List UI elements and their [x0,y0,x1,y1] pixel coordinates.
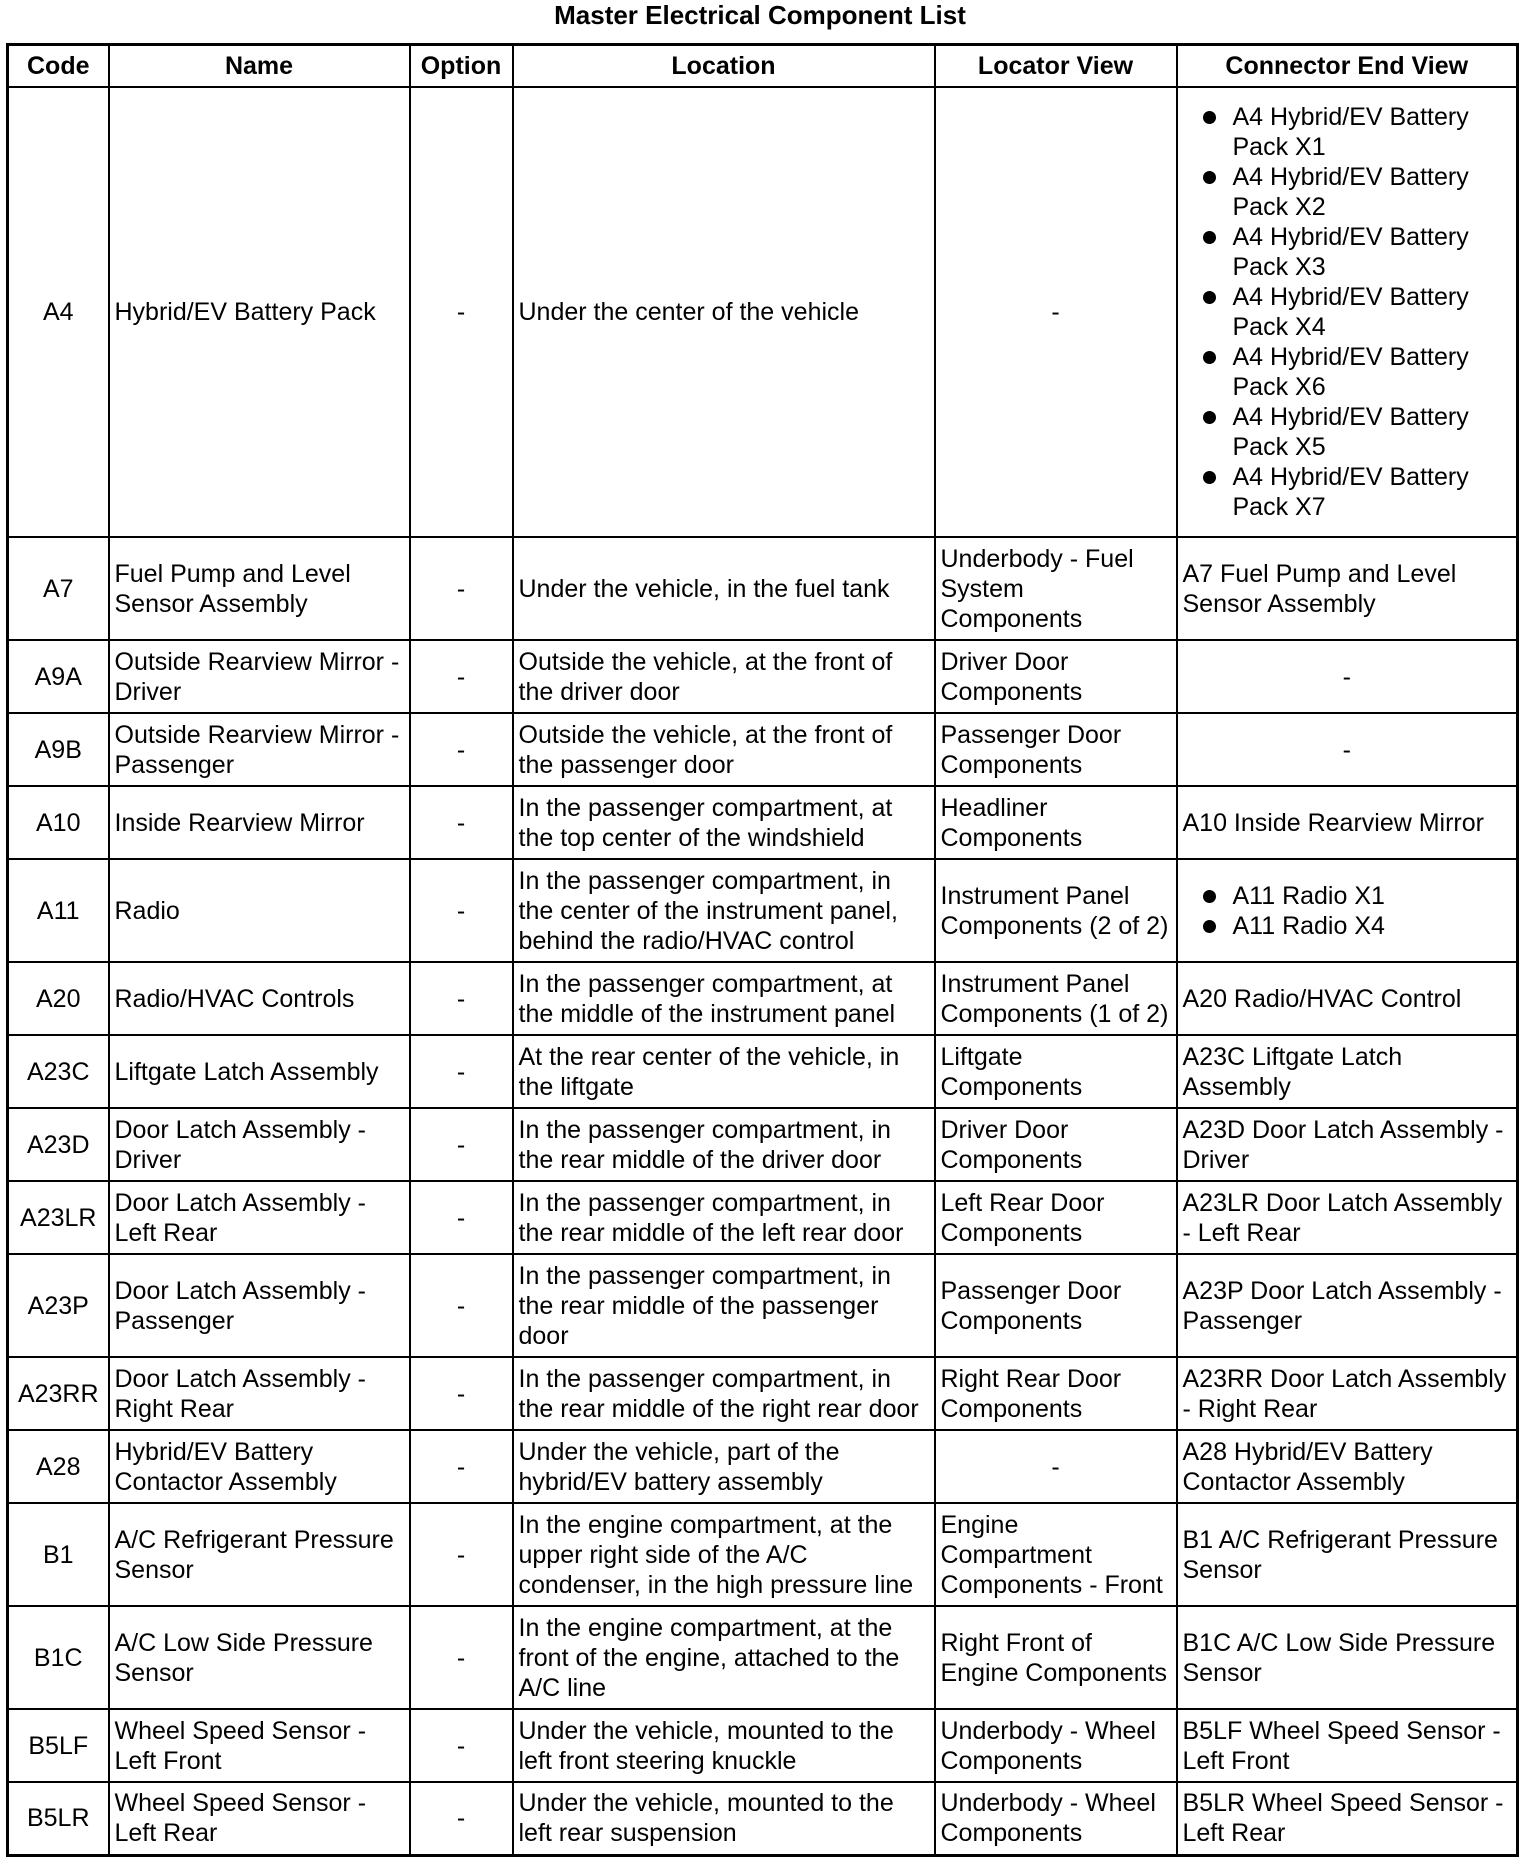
cell-location: Under the vehicle, mounted to the left rear suspension [513,1782,935,1855]
cell-location: Under the vehicle, mounted to the left front steering knuckle [513,1709,935,1782]
cell-connector-end-view: A23LR Door Latch Assembly - Left Rear [1177,1181,1518,1254]
cell-name: Outside Rearview Mirror - Driver [109,640,410,713]
cell-connector-end-view: B5LR Wheel Speed Sensor - Left Rear [1177,1782,1518,1855]
bullet-icon [1203,171,1216,184]
table-row [8,1035,1518,1108]
table-row [8,1430,1518,1503]
bullet-icon [1203,231,1216,244]
table-row [8,1108,1518,1181]
connector-item: A4 Hybrid/EV Battery Pack X7 [1183,462,1512,522]
cell-locator-view: Liftgate Components [935,1035,1177,1108]
cell-name: Door Latch Assembly - Left Rear [109,1181,410,1254]
cell-code: A28 [8,1430,109,1503]
cell-connector-end-view: A28 Hybrid/EV Battery Contactor Assembly [1177,1430,1518,1503]
cell-locator-view: Instrument Panel Components (1 of 2) [935,962,1177,1035]
cell-locator-view: Driver Door Components [935,1108,1177,1181]
cell-code: A7 [8,537,109,640]
cell-locator-view: Headliner Components [935,786,1177,859]
cell-locator-view: Driver Door Components [935,640,1177,713]
cell-locator-view: Right Rear Door Components [935,1357,1177,1430]
cell-connector-end-view: - [1177,713,1518,786]
bullet-icon [1203,920,1216,933]
cell-connector-end-view: - [1177,640,1518,713]
cell-location: In the passenger compartment, in the rear middle of the driver door [513,1108,935,1181]
cell-option: - [410,786,513,859]
cell-location: Under the vehicle, part of the hybrid/EV battery assembly [513,1430,935,1503]
cell-option: - [410,1035,513,1108]
connector-list [1183,881,1512,941]
cell-option: - [410,537,513,640]
cell-locator-view: Underbody - Wheel Components [935,1709,1177,1782]
cell-location: In the passenger compartment, in the rear middle of the passenger door [513,1254,935,1357]
header-option: Option [410,45,513,88]
cell-connector-end-view: B5LF Wheel Speed Sensor - Left Front [1177,1709,1518,1782]
cell-connector-end-view: A23RR Door Latch Assembly - Right Rear [1177,1357,1518,1430]
cell-locator-view: Passenger Door Components [935,1254,1177,1357]
cell-location: In the engine compartment, at the upper right side of the A/C condenser, in the high pressure line [513,1503,935,1606]
cell-location: In the passenger compartment, in the rear middle of the right rear door [513,1357,935,1430]
cell-locator-view: Engine Compartment Components - Front [935,1503,1177,1606]
cell-locator-view: Instrument Panel Components (2 of 2) [935,859,1177,962]
cell-option: - [410,1357,513,1430]
cell-option: - [410,962,513,1035]
cell-name: Fuel Pump and Level Sensor Assembly [109,537,410,640]
cell-code: B1 [8,1503,109,1606]
cell-option: - [410,1181,513,1254]
cell-code: A9B [8,713,109,786]
connector-item: A4 Hybrid/EV Battery Pack X3 [1183,222,1512,282]
cell-code: B1C [8,1606,109,1709]
connector-item: A11 Radio X1 [1183,881,1512,911]
cell-code: B5LF [8,1709,109,1782]
cell-code: A23D [8,1108,109,1181]
cell-name: Radio [109,859,410,962]
cell-option: - [410,1108,513,1181]
cell-locator-view: - [935,87,1177,537]
table-row [8,1181,1518,1254]
table-row [8,1606,1518,1709]
table-row [8,1709,1518,1782]
table-row [8,537,1518,640]
cell-locator-view: Left Rear Door Components [935,1181,1177,1254]
header-name: Name [109,45,410,88]
cell-connector-end-view: A23P Door Latch Assembly - Passenger [1177,1254,1518,1357]
cell-connector-end-view: A23D Door Latch Assembly - Driver [1177,1108,1518,1181]
bullet-icon [1203,351,1216,364]
cell-option: - [410,640,513,713]
cell-name: Door Latch Assembly - Driver [109,1108,410,1181]
cell-name: Door Latch Assembly - Right Rear [109,1357,410,1430]
connector-item: A4 Hybrid/EV Battery Pack X1 [1183,102,1512,162]
cell-option: - [410,859,513,962]
cell-location: Under the center of the vehicle [513,87,935,537]
cell-location: Outside the vehicle, at the front of the passenger door [513,713,935,786]
cell-name: A/C Low Side Pressure Sensor [109,1606,410,1709]
cell-locator-view: Passenger Door Components [935,713,1177,786]
table-row [8,713,1518,786]
cell-connector-end-view: A23C Liftgate Latch Assembly [1177,1035,1518,1108]
table-row [8,1357,1518,1430]
cell-name: Liftgate Latch Assembly [109,1035,410,1108]
cell-code: B5LR [8,1782,109,1855]
cell-code: A20 [8,962,109,1035]
cell-location: In the engine compartment, at the front of the engine, attached to the A/C line [513,1606,935,1709]
cell-option: - [410,713,513,786]
connector-list [1183,102,1512,522]
cell-name: Outside Rearview Mirror - Passenger [109,713,410,786]
table-row [8,962,1518,1035]
cell-location: Under the vehicle, in the fuel tank [513,537,935,640]
cell-code: A23LR [8,1181,109,1254]
cell-option: - [410,1430,513,1503]
table-row [8,1254,1518,1357]
connector-item: A4 Hybrid/EV Battery Pack X5 [1183,402,1512,462]
cell-name: Inside Rearview Mirror [109,786,410,859]
cell-connector-end-view: B1 A/C Refrigerant Pressure Sensor [1177,1503,1518,1606]
cell-code: A9A [8,640,109,713]
cell-code: A11 [8,859,109,962]
cell-option: - [410,87,513,537]
cell-option: - [410,1709,513,1782]
cell-connector-end-view: A10 Inside Rearview Mirror [1177,786,1518,859]
cell-name: Hybrid/EV Battery Pack [109,87,410,537]
cell-locator-view: Underbody - Wheel Components [935,1782,1177,1855]
table-row [8,1503,1518,1606]
connector-item: A4 Hybrid/EV Battery Pack X2 [1183,162,1512,222]
cell-connector-end-view: B1C A/C Low Side Pressure Sensor [1177,1606,1518,1709]
header-locator-view: Locator View [935,45,1177,88]
connector-item: A4 Hybrid/EV Battery Pack X6 [1183,342,1512,402]
connector-item: A11 Radio X4 [1183,911,1512,941]
cell-code: A4 [8,87,109,537]
bullet-icon [1203,411,1216,424]
cell-name: Door Latch Assembly - Passenger [109,1254,410,1357]
header-location: Location [513,45,935,88]
cell-option: - [410,1606,513,1709]
cell-location: In the passenger compartment, at the top center of the windshield [513,786,935,859]
cell-name: Radio/HVAC Controls [109,962,410,1035]
cell-code: A23C [8,1035,109,1108]
cell-code: A23P [8,1254,109,1357]
header-code: Code [8,45,109,88]
cell-name: Hybrid/EV Battery Contactor Assembly [109,1430,410,1503]
cell-option: - [410,1782,513,1855]
bullet-icon [1203,890,1216,903]
table-row [8,640,1518,713]
cell-name: Wheel Speed Sensor - Left Rear [109,1782,410,1855]
cell-location: Outside the vehicle, at the front of the driver door [513,640,935,713]
header-connector-end-view: Connector End View [1177,45,1518,88]
cell-name: A/C Refrigerant Pressure Sensor [109,1503,410,1606]
table-row [8,786,1518,859]
cell-code: A23RR [8,1357,109,1430]
cell-option: - [410,1503,513,1606]
bullet-icon [1203,471,1216,484]
cell-name: Wheel Speed Sensor - Left Front [109,1709,410,1782]
cell-locator-view: Right Front of Engine Components [935,1606,1177,1709]
cell-locator-view: Underbody - Fuel System Components [935,537,1177,640]
table-row [8,1782,1518,1855]
cell-connector-end-view: A7 Fuel Pump and Level Sensor Assembly [1177,537,1518,640]
cell-locator-view: - [935,1430,1177,1503]
table-row [8,87,1518,537]
table-header-row [8,45,1518,88]
cell-connector-end-view [1177,859,1518,962]
cell-option: - [410,1254,513,1357]
cell-location: In the passenger compartment, in the center of the instrument panel, behind the radio/HVAC control [513,859,935,962]
page-title: Master Electrical Component List [554,0,966,30]
cell-location: In the passenger compartment, in the rear middle of the left rear door [513,1181,935,1254]
connector-item: A4 Hybrid/EV Battery Pack X4 [1183,282,1512,342]
cell-location: At the rear center of the vehicle, in the liftgate [513,1035,935,1108]
cell-connector-end-view: A20 Radio/HVAC Control [1177,962,1518,1035]
table-row [8,859,1518,962]
component-table [6,43,1519,1857]
bullet-icon [1203,111,1216,124]
cell-location: In the passenger compartment, at the middle of the instrument panel [513,962,935,1035]
cell-code: A10 [8,786,109,859]
cell-connector-end-view [1177,87,1518,537]
bullet-icon [1203,291,1216,304]
